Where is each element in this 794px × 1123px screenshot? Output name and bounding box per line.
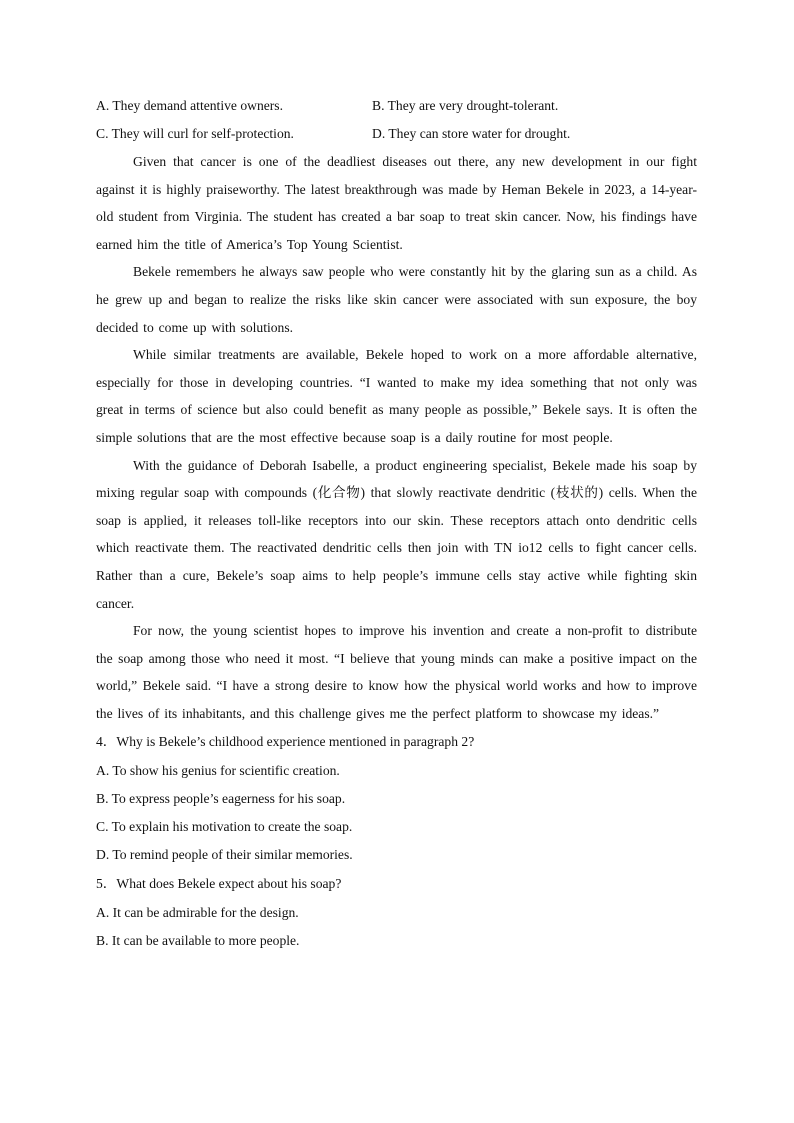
question-4 xyxy=(96,727,697,869)
prev-option-a: A. They demand attentive owners. xyxy=(96,98,283,113)
prev-options-row-2 xyxy=(96,120,697,148)
question-4-option-a: A. To show his genius for scientific creation. xyxy=(96,763,340,779)
question-4-stem: 4．Why is Bekele’s childhood experience mentioned in paragraph 2? xyxy=(96,734,475,750)
prev-option-d: D. They can store water for drought. xyxy=(372,126,571,141)
question-5-stem: 5．What does Bekele expect about his soap? xyxy=(96,876,342,892)
passage-paragraph-5: For now, the young scientist hopes to improve his invention and create a non-profit to distribute the soap among those who need it most. “I believe that young minds can make a positive impact on the world,” Bekele said. “I have a strong desire to know how the physical world works and how to improve the lives of its inhabitants, and this challenge gives me the perfect platform to showcase my ideas.” xyxy=(96,623,697,721)
exam-page xyxy=(96,92,697,955)
passage-paragraph-3: While similar treatments are available, Bekele hoped to work on a more affordable alternative, especially for those in developing countries. “I wanted to make my idea something that not only was great in terms of science but also could benefit as many people as possible,” Bekele says. It is often the simple solutions that are the most effective because soap is a daily routine for most people. xyxy=(96,347,697,445)
question-5 xyxy=(96,869,697,955)
prev-options-row-1 xyxy=(96,92,697,120)
passage-paragraph-1: Given that cancer is one of the deadliest diseases out there, any new development in our fight against it is highly praiseworthy. The latest breakthrough was made by Heman Bekele in 2023, a 14-year-old student from Virginia. The student has created a bar soap to treat skin cancer. Now, his findings have earned him the title of America’s Top Young Scientist. xyxy=(96,154,697,252)
reading-passage xyxy=(96,148,697,727)
passage-paragraph-2: Bekele remembers he always saw people who were constantly hit by the glaring sun as a child. As he grew up and began to realize the risks like skin cancer were associated with sun exposure, the boy decided to come up with solutions. xyxy=(96,264,697,335)
question-5-option-b: B. It can be available to more people. xyxy=(96,933,300,949)
question-4-option-d: D. To remind people of their similar memories. xyxy=(96,847,353,863)
question-4-option-c: C. To explain his motivation to create the soap. xyxy=(96,819,353,835)
prev-option-b: B. They are very drought-tolerant. xyxy=(372,98,559,113)
question-5-option-a: A. It can be admirable for the design. xyxy=(96,905,299,921)
question-4-option-b: B. To express people’s eagerness for his soap. xyxy=(96,791,346,807)
passage-paragraph-4: With the guidance of Deborah Isabelle, a product engineering specialist, Bekele made his soap by mixing regular soap with compounds (化合物) that slowly reactivate dendritic (枝状的) cells. When the soap is applied, it releases toll-like receptors into our skin. These receptors attach onto dendritic cells which reactivate them. The reactivated dendritic cells then join with TN io12 cells to fight cancer cells. Rather than a cure, Bekele’s soap aims to help people’s immune cells stay active while fighting skin cancer. xyxy=(96,457,697,611)
prev-option-c: C. They will curl for self-protection. xyxy=(96,126,294,141)
